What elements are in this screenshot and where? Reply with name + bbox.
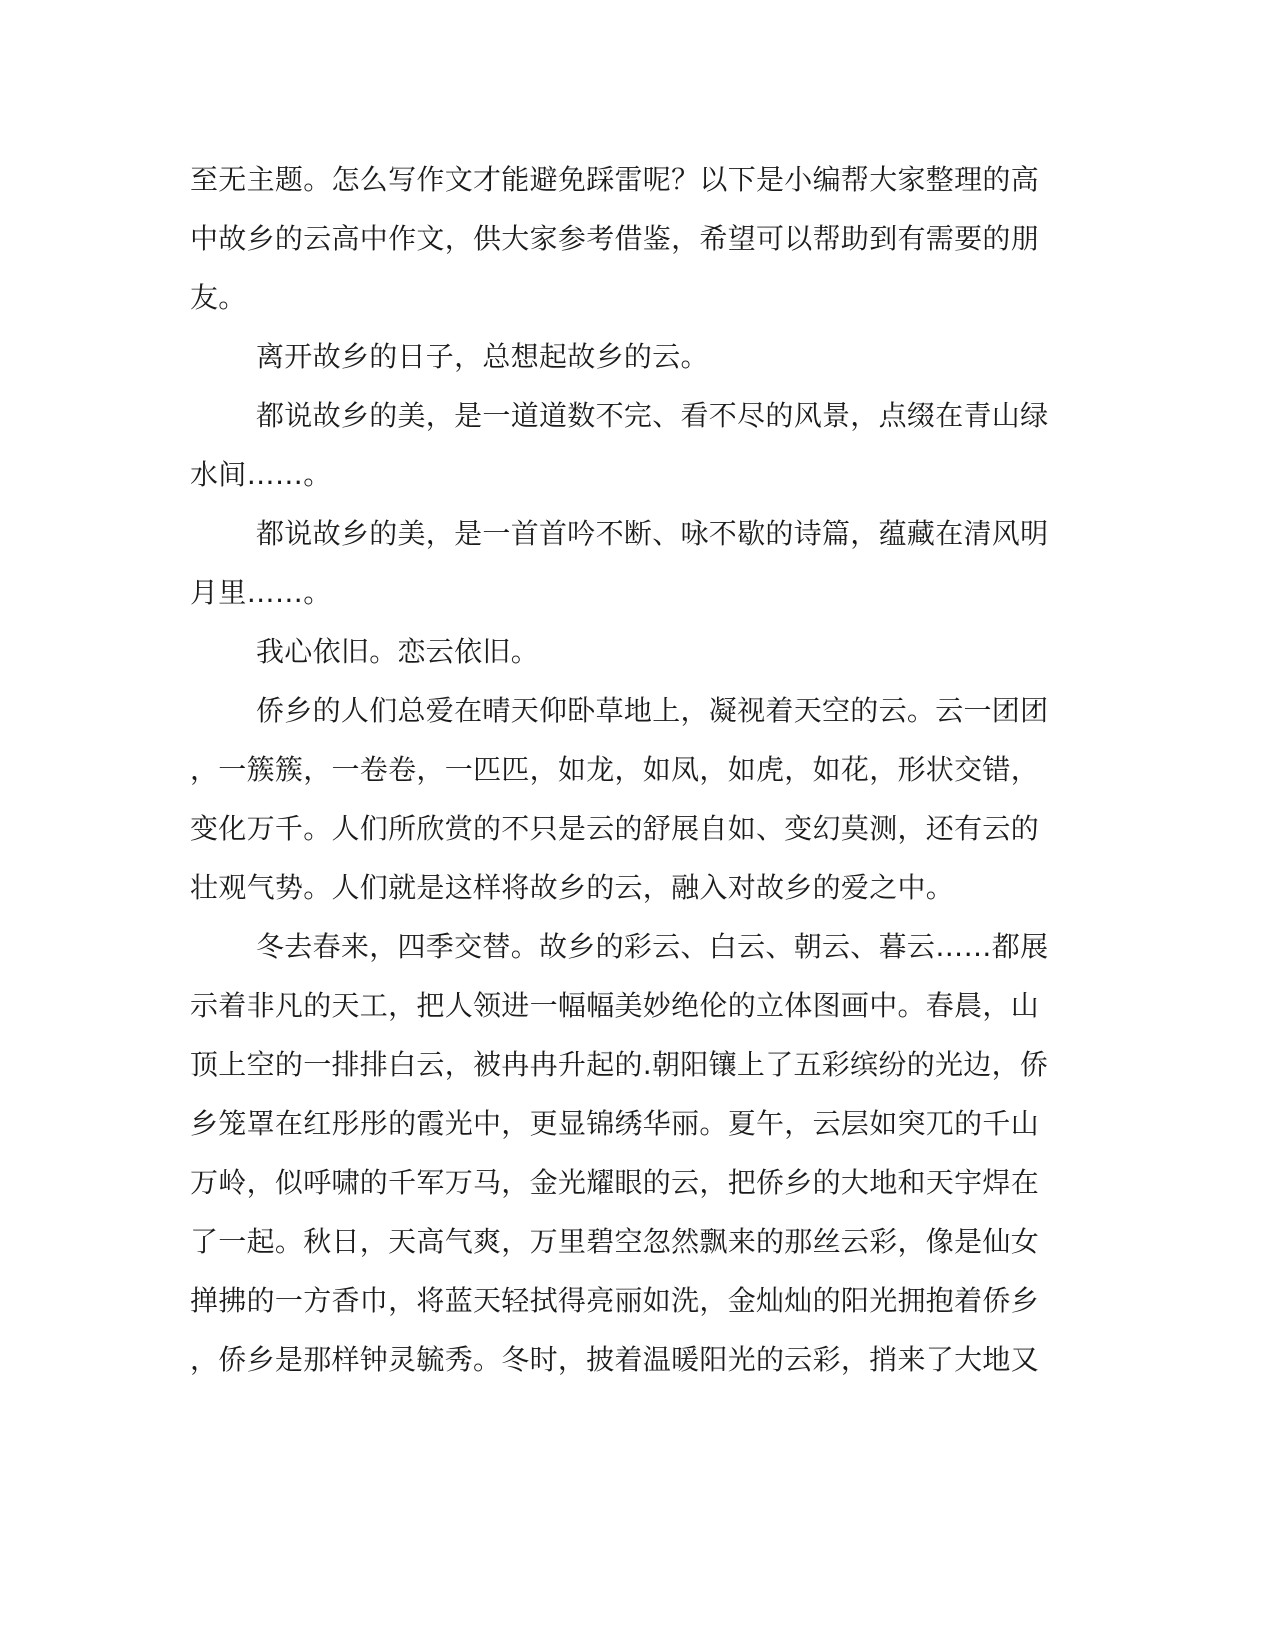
text-line: 友。 (190, 281, 247, 314)
text-line: 乡笼罩在红彤彤的霞光中，更显锦绣华丽。夏午，云层如突兀的千山 (190, 1107, 1040, 1140)
text-line: 示着非凡的天工，把人领进一幅幅美妙绝伦的立体图画中。春晨，山 (190, 989, 1040, 1022)
text-line: 变化万千。人们所欣赏的不只是云的舒展自如、变幻莫测，还有云的 (190, 812, 1040, 845)
text-line: 月里……。 (190, 576, 332, 609)
text-line: 掸拂的一方香巾，将蓝天轻拭得亮丽如洗，金灿灿的阳光拥抱着侨乡 (190, 1284, 1040, 1317)
text-line: 都说故乡的美，是一首首吟不断、咏不歇的诗篇，蕴藏在清风明 (256, 517, 1049, 550)
text-line: ，侨乡是那样钟灵毓秀。冬时，披着温暖阳光的云彩，捎来了大地又 (190, 1343, 1040, 1376)
text-line: 都说故乡的美，是一道道数不完、看不尽的风景，点缀在青山绿 (256, 399, 1049, 432)
text-line: ，一簇簇，一卷卷，一匹匹，如龙，如凤，如虎，如花，形状交错， (190, 753, 1040, 786)
text-line: 了一起。秋日，天高气爽，万里碧空忽然飘来的那丝云彩，像是仙女 (190, 1225, 1040, 1258)
text-line: 中故乡的云高中作文，供大家参考借鉴，希望可以帮助到有需要的朋 (190, 222, 1040, 255)
text-line: 壮观气势。人们就是这样将故乡的云，融入对故乡的爱之中。 (190, 871, 955, 904)
text-line: 离开故乡的日子，总想起故乡的云。 (256, 340, 709, 373)
text-line: 侨乡的人们总爱在晴天仰卧草地上，凝视着天空的云。云一团团 (256, 694, 1049, 727)
text-line: 我心依旧。恋云依旧。 (256, 635, 540, 668)
text-line: 冬去春来，四季交替。故乡的彩云、白云、朝云、暮云……都展 (256, 930, 1049, 963)
text-line: 水间……。 (190, 458, 332, 491)
text-line: 顶上空的一排排白云，被冉冉升起的.朝阳镶上了五彩缤纷的光边，侨 (190, 1048, 1049, 1081)
text-line: 万岭，似呼啸的千军万马，金光耀眼的云，把侨乡的大地和天宇焊在 (190, 1166, 1040, 1199)
text-line: 至无主题。怎么写作文才能避免踩雷呢？以下是小编帮大家整理的高 (190, 163, 1040, 196)
